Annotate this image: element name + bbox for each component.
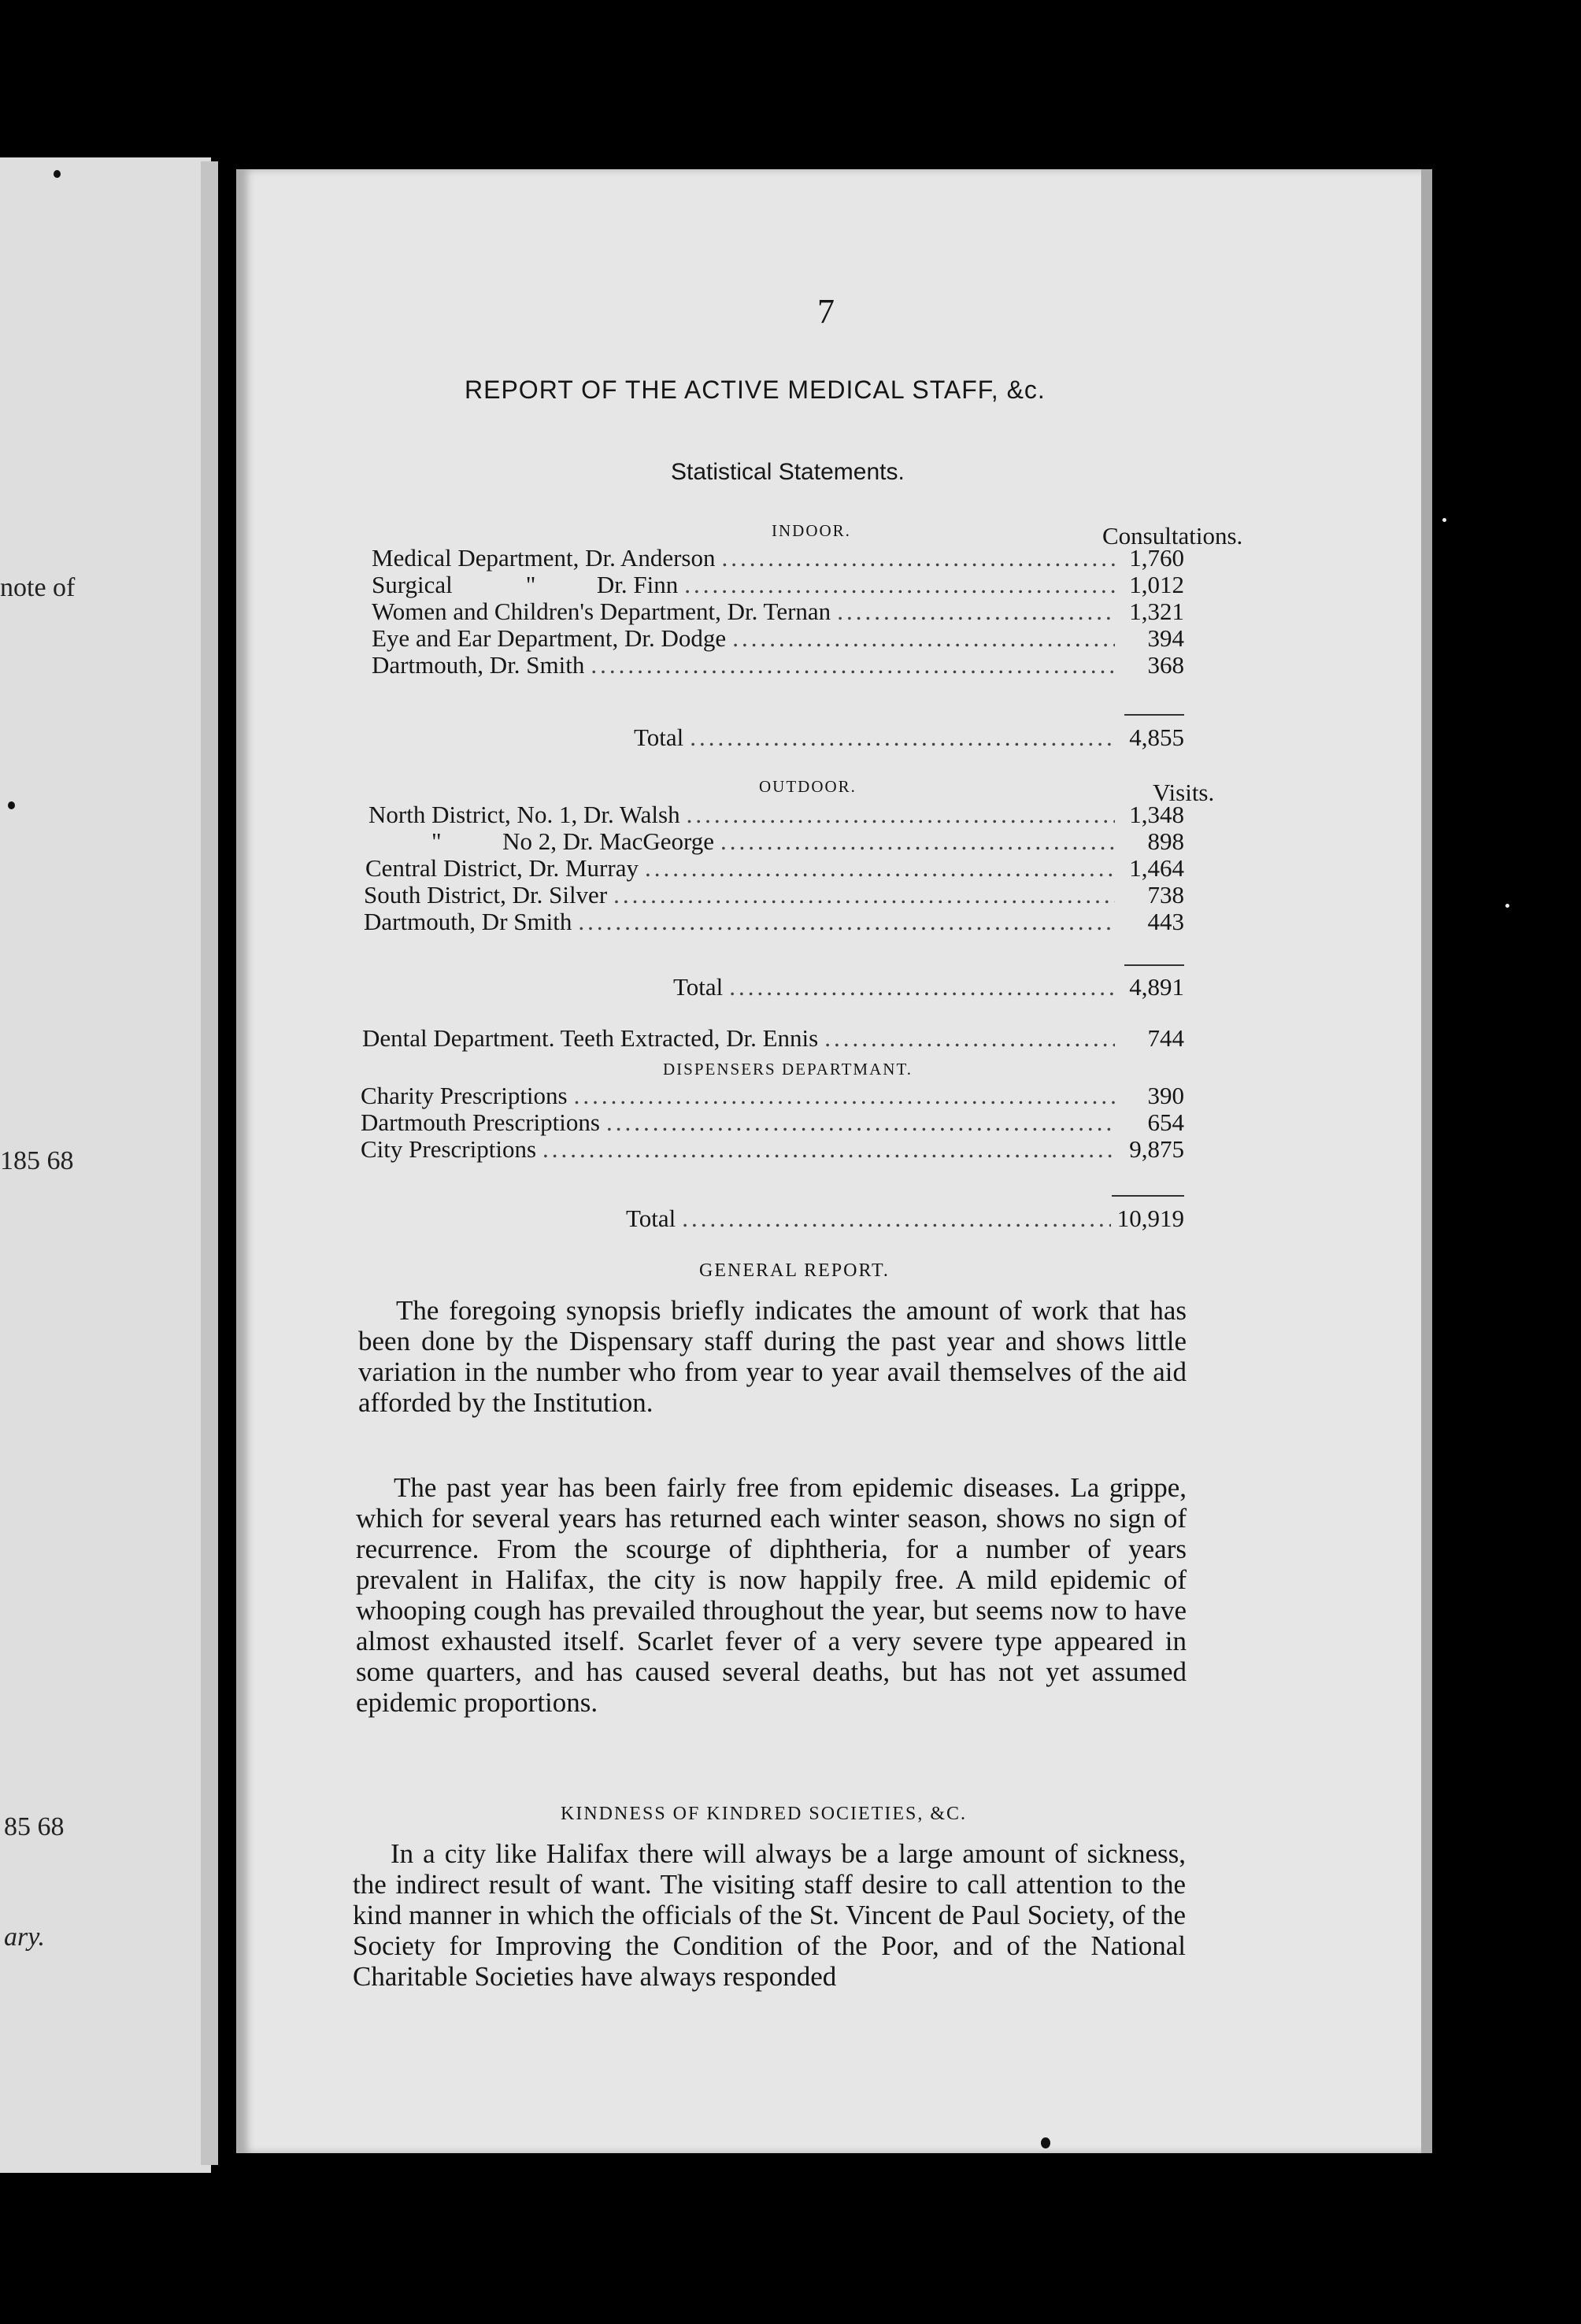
total-row xyxy=(626,1205,1184,1232)
leader-dots xyxy=(606,1109,1115,1136)
ink-speck xyxy=(54,170,61,178)
row-value: 1,012 xyxy=(1129,571,1184,598)
page-header: REPORT OF THE ACTIVE MEDICAL STAFF, &c. xyxy=(465,376,1046,404)
row-label: Dental Department. Teeth Extracted, Dr. Ennis xyxy=(362,1024,819,1052)
row-label: City Prescriptions xyxy=(361,1135,537,1163)
kindness-paragraph: In a city like Halifax there will always be a large amount of sickness, the indirect result of want. The visiting staff desire to call attention to the kind manner in which the officials of the St. Vincent de Paul Society, of the Society for Improving the Condition of the Poor, and of the National Charitable Societies have always responded xyxy=(353,1838,1186,1992)
total-label: Total xyxy=(634,723,684,751)
row-label: South District, Dr. Silver xyxy=(364,881,608,909)
left-page-fragment: 185 68 xyxy=(0,1146,74,1175)
total-label: Total xyxy=(626,1205,676,1232)
leader-dots xyxy=(645,855,1115,882)
table-row xyxy=(431,828,1184,855)
leader-dots xyxy=(721,545,1115,572)
kindness-heading: KINDNESS OF KINDRED SOCIETIES, &C. xyxy=(561,1804,968,1824)
leader-dots xyxy=(690,724,1115,751)
leader-dots xyxy=(613,882,1115,909)
row-label: Charity Prescriptions xyxy=(361,1082,568,1109)
ink-speck xyxy=(1442,518,1446,522)
left-page-fragment: 85 68 xyxy=(4,1812,65,1841)
table-row xyxy=(364,909,1184,935)
visits-column-header: Visits. xyxy=(1153,779,1215,806)
total-rule xyxy=(1124,714,1184,716)
row-label: Medical Department, Dr. Anderson xyxy=(372,544,716,572)
leader-dots xyxy=(542,1136,1115,1163)
table-row xyxy=(364,882,1184,909)
row-value: 744 xyxy=(1147,1024,1184,1052)
table-row xyxy=(372,572,1184,598)
row-label: Dartmouth, Dr Smith xyxy=(364,908,572,935)
leader-dots xyxy=(684,572,1115,598)
total-value: 4,855 xyxy=(1129,723,1184,751)
row-value: 1,321 xyxy=(1129,598,1184,625)
leader-dots xyxy=(682,1205,1110,1232)
ink-speck xyxy=(1041,2137,1050,2148)
table-row xyxy=(361,1109,1184,1136)
total-row xyxy=(673,974,1184,1001)
table-row xyxy=(361,1082,1184,1109)
indoor-label: INDOOR. xyxy=(772,521,851,540)
table-row xyxy=(372,545,1184,572)
leader-dots xyxy=(729,974,1115,1001)
table-row xyxy=(372,625,1184,652)
page-number: 7 xyxy=(817,292,835,331)
dental-row xyxy=(362,1025,1184,1052)
row-value: 390 xyxy=(1147,1082,1184,1109)
row-value: 654 xyxy=(1147,1108,1184,1136)
row-value: 1,348 xyxy=(1129,801,1184,828)
document-page xyxy=(236,169,1432,2153)
table-row xyxy=(372,652,1184,679)
general-report-heading: GENERAL REPORT. xyxy=(699,1260,890,1281)
ink-speck xyxy=(8,801,15,809)
row-label: Dartmouth Prescriptions xyxy=(361,1108,600,1136)
row-label: Dartmouth, Dr. Smith xyxy=(372,651,585,679)
consultations-column-header: Consultations. xyxy=(1102,522,1243,550)
row-value: 738 xyxy=(1147,881,1184,909)
leader-dots xyxy=(732,625,1115,652)
leader-dots xyxy=(824,1025,1115,1052)
total-label: Total xyxy=(673,973,724,1001)
leader-dots xyxy=(687,801,1115,828)
row-label: " No 2, Dr. MacGeorge xyxy=(431,827,715,855)
ink-speck xyxy=(1505,904,1509,908)
total-value: 4,891 xyxy=(1129,973,1184,1001)
table-row xyxy=(365,855,1184,882)
row-value: 1,760 xyxy=(1129,544,1184,572)
row-value: 443 xyxy=(1147,908,1184,935)
page-subheader: Statistical Statements. xyxy=(671,459,905,485)
row-label: Women and Children's Department, Dr. Ternan xyxy=(372,598,831,625)
row-label: North District, No. 1, Dr. Walsh xyxy=(368,801,680,828)
left-page-edge xyxy=(201,161,218,2165)
row-label: Surgical " Dr. Finn xyxy=(372,571,679,598)
leader-dots xyxy=(591,652,1115,679)
dispensers-label: DISPENSERS DEPARTMANT. xyxy=(663,1060,913,1079)
row-value: 394 xyxy=(1147,624,1184,652)
total-rule xyxy=(1112,1195,1184,1197)
row-value: 9,875 xyxy=(1129,1135,1184,1163)
table-row xyxy=(361,1136,1184,1163)
row-label: Eye and Ear Department, Dr. Dodge xyxy=(372,624,727,652)
row-value: 1,464 xyxy=(1129,854,1184,882)
total-rule xyxy=(1124,964,1184,966)
row-value: 368 xyxy=(1147,651,1184,679)
total-value: 10,919 xyxy=(1116,1205,1184,1232)
outdoor-label: OUTDOOR. xyxy=(759,777,857,796)
leader-dots xyxy=(720,828,1115,855)
left-page-fragment: note of xyxy=(0,573,76,602)
total-row xyxy=(634,724,1184,751)
general-report-paragraph: The past year has been fairly free from epidemic diseases. La grippe, which for several years has returned each winter season, shows no sign of recurrence. From the scourge of diphtheria, for a number of years prevalent in Halifax, the city is now happily free. A mild epidemic of whooping cough has prevailed throughout the year, but seems now to have almost exhausted itself. Scarlet fever of a very severe type appeared in some quarters, and has caused several deaths, but has not yet assumed epidemic proportions. xyxy=(356,1472,1187,1718)
row-value: 898 xyxy=(1147,827,1184,855)
row-label: Central District, Dr. Murray xyxy=(365,854,639,882)
table-row xyxy=(368,801,1184,828)
left-page-fragment: ary. xyxy=(4,1922,45,1952)
general-report-paragraph: The foregoing synopsis briefly indicates the amount of work that has been done by the Dispensary staff during the past year and shows little variation in the number who from year to year avail themselves of the aid afforded by the Institution. xyxy=(358,1295,1187,1418)
leader-dots xyxy=(574,1082,1115,1109)
leader-dots xyxy=(578,909,1115,935)
table-row xyxy=(372,598,1184,625)
leader-dots xyxy=(837,598,1115,625)
